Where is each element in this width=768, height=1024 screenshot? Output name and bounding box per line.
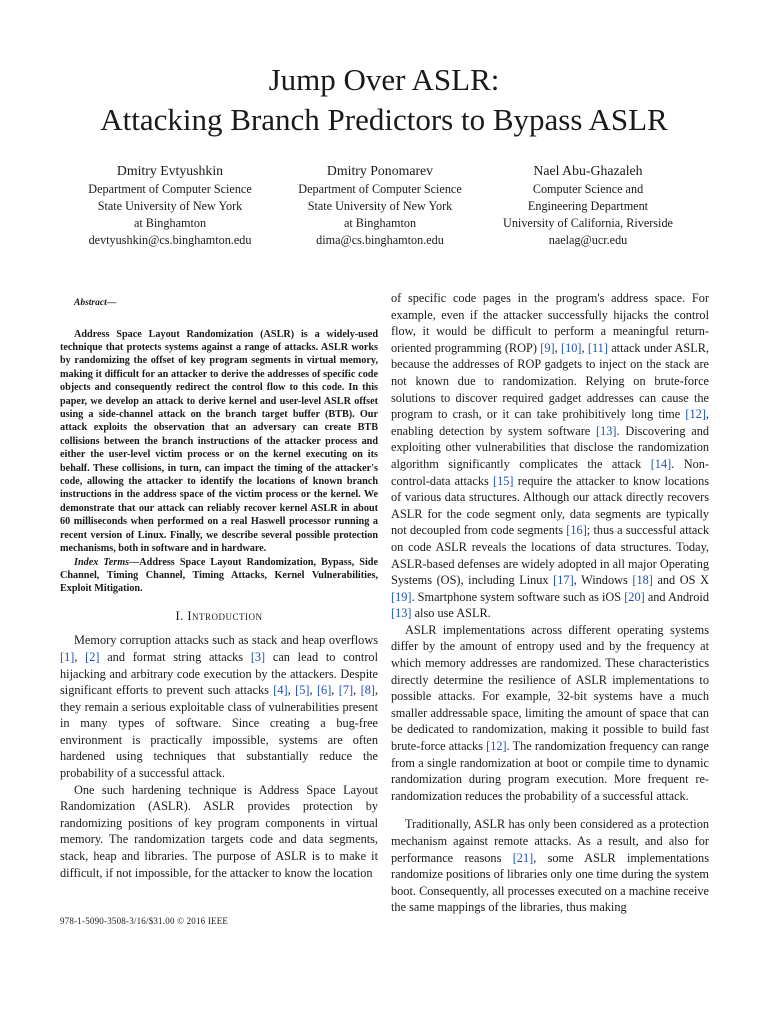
paper-title [0,60,768,140]
text-run: Memory corruption attacks such as stack and heap overflows [74,633,378,648]
citation-link[interactable]: [13] [596,423,617,438]
citation-link[interactable]: [4] [273,683,288,698]
text-run: One such hardening technique is Address Space Layout Randomization (ASLR). ASLR provides protection by randomizing positions of key program components in virtual memory. The randomization targets code and data segments, stack, heap and libraries. The purpose of ASLR is to make it difficult, if not impossible, for the attacker to know the location [60,782,378,880]
text-run: and OS X [652,573,709,588]
author-block [60,160,708,260]
text-run: also use ASLR. [411,606,491,621]
index-terms [60,556,378,596]
text-run: can lead to control hijacking and arbitrary code execution by the attackers. Despite significant efforts to prevent such attacks [60,649,378,698]
text-run: , [287,683,296,698]
author-3 [478,160,698,249]
citation-link[interactable]: [2] [85,649,100,664]
citation-link[interactable]: [20] [624,589,645,604]
copyright-footer: 978-1-5090-3508-3/16/$31.00 © 2016 IEEE [60,916,229,926]
text-run: of specific code pages in the program's address space. For example, even if the attacker successfully hijacks the control flow, it would be difficult to perform a meaningful return-oriented programming (ROP) [391,291,709,355]
index-terms-label: Index Terms [74,556,130,568]
author-name: Dmitry Ponomarev [326,163,434,178]
citation-link[interactable]: [12] [685,407,706,422]
citation-link[interactable]: [19] [391,589,412,604]
citation-link[interactable]: [1] [60,649,75,664]
title-line-2: Attacking Branch Predictors to Bypass ASLR [100,102,668,137]
citation-link[interactable]: [12] [486,739,507,754]
citation-link[interactable]: [16] [566,523,587,538]
text-run: require the attacker to know locations of various data structures. Although our attack directly recovers ASLR for the code segment only, data segments are typically not decoupled from code segments [391,473,709,538]
body-paragraph [391,816,709,916]
text-run: , [581,340,588,355]
section-heading [60,608,378,625]
author-2 [270,160,490,249]
text-run: , some ASLR implementations randomize positions of libraries only one time during the system boot. Consequently, all processes executed on a machine receive the same mappings of the libraries, thus making [391,850,709,915]
abstract-body: Address Space Layout Randomization (ASLR) is a widely-used technique that protects systems against a range of attacks. ASLR works by randomizing the offset of key program segments in virtual memory, making it difficult for an attacker to derive the addresses of specific code objects and consequently redirect the control flow to this code. In this paper, we develop an attack to derive kernel and user-level ASLR offset using a side-channel attack on the branch target buffer (BTB). Our attack exploits the observation that an adversary can create BTB collisions between the branch instructions of the attacker process and either the user-level victim process or on the kernel executing on its behalf. These collisions, in turn, can impact the timing of the attacker's code, allowing the attacker to identify the locations of known branch instructions in the address space of the victim process or the kernel. We demonstrate that our attack can reliably recover kernel ASLR in about 60 milliseconds when performed on a real Haswell processor running a recent version of Linux. Finally, we describe several possible protection mechanisms, both in software and in hardware. [60,328,378,555]
section-title: Introduction [187,608,263,623]
body-paragraph [60,632,378,781]
text-run: . Smartphone system software such as iOS [411,589,625,604]
text-run: Traditionally, ASLR has only been considered as a protection mechanism against remote attacks. As a result, and also for performance reasons [391,817,709,865]
author-affiliation-line: Department of Computer Science [298,182,462,196]
citation-link[interactable]: [17] [553,573,574,588]
left-body-text [60,632,378,881]
citation-link[interactable]: [18] [632,573,653,588]
abstract-heading: Abstract— [74,298,117,308]
author-affiliation-line: University of California, Riverside [503,216,673,230]
author-affiliation-line: State University of New York [97,199,243,213]
citation-link[interactable]: [9] [540,340,555,355]
author-affiliation-line: State University of New York [307,199,453,213]
author-affiliation-line: Computer Science and [532,182,644,196]
index-terms-text: —Address Space Layout Randomization, Bypass, Side Channel, Timing Channel, Timing Attacks, Kernel Vulnerabilities, Exploit Mitigation. [60,556,378,595]
citation-link[interactable]: [6] [316,683,332,698]
text-run: ASLR implementations across different operating systems differ by the amount of entropy used and by the frequency at which memory addresses are randomized. These characteristics directly determine the resilience of ASLR implementations to possible attacks. For example, 32-bit systems have a much smaller addressable space, limiting the amount of space that can be dedicated to randomization, making it possible to build fast brute-force attacks [391,622,709,754]
author-name: Dmitry Evtyushkin [116,163,224,178]
body-paragraph [60,782,378,882]
right-column [391,290,709,916]
author-1 [60,160,280,249]
text-run: attack under ASLR, because the addresses of ROP gadgets to inject on the stack are not known due to randomization. Relying on brute-force solutions to discover required gadget addresses can cause the program to crash, or it can take prohibitively long time [391,340,710,422]
text-run: . Non-control-data attacks [391,456,710,488]
right-body-text [391,290,709,916]
title-line-1: Jump Over ASLR: [268,62,500,97]
citation-link[interactable]: [21] [512,850,534,865]
author-email[interactable]: naelag@ucr.edu [548,233,628,247]
text-run: , Windows [573,573,633,588]
text-run: . The randomization frequency can range from a single randomization at boot or compile time to dynamic randomization during program execution. More frequent re-randomization reduces the probability of a successful attack. [391,739,709,803]
citation-link[interactable]: [15] [493,473,514,488]
text-run: , they remain a serious exploitable class of vulnerabilities present in many types of software. Since creating a bug-free environment is practically impossible, systems are often hardened using techniques that substantially reduce the probability of a successful attack. [60,683,379,781]
text-run: , [74,649,86,664]
author-affiliation-line: at Binghamton [133,216,207,230]
text-run: . Discovering and exploiting other vulnerabilities that disclose the randomization algorithm significantly complicates the attack [391,423,709,471]
body-paragraph [391,290,709,622]
text-run: , enabling detection by system software [391,407,709,438]
citation-link[interactable]: [11] [587,340,608,355]
text-run: and format string attacks [99,649,251,664]
author-email[interactable]: dima@cs.binghamton.edu [316,233,444,247]
author-affiliation-line: at Binghamton [343,216,417,230]
citation-link[interactable]: [14] [650,456,672,471]
author-affiliation-line: Department of Computer Science [88,182,252,196]
section-number: I. [175,608,184,623]
author-name: Nael Abu-Ghazaleh [533,163,643,178]
text-run: and Android [644,589,709,604]
citation-link[interactable]: [13] [391,606,412,621]
citation-link[interactable]: [5] [295,683,310,698]
citation-link[interactable]: [3] [250,649,266,664]
body-paragraph [391,622,709,805]
text-run: , [353,683,361,698]
text-run: , [331,683,339,698]
author-affiliation-line: Engineering Department [527,199,649,213]
text-run: ; thus a successful attack on code ASLR reveals the locations of data structures. Today, ASLR-based defenses are widely adopted in all major Operating Systems (OS), including Linux [391,523,709,588]
text-run: , [554,340,561,355]
citation-link[interactable]: [10] [561,340,582,355]
citation-link[interactable]: [8] [360,683,375,698]
text-run: , [309,683,317,698]
author-email[interactable]: devtyushkin@cs.binghamton.edu [88,233,252,247]
left-column [60,290,378,881]
citation-link[interactable]: [7] [338,683,354,698]
